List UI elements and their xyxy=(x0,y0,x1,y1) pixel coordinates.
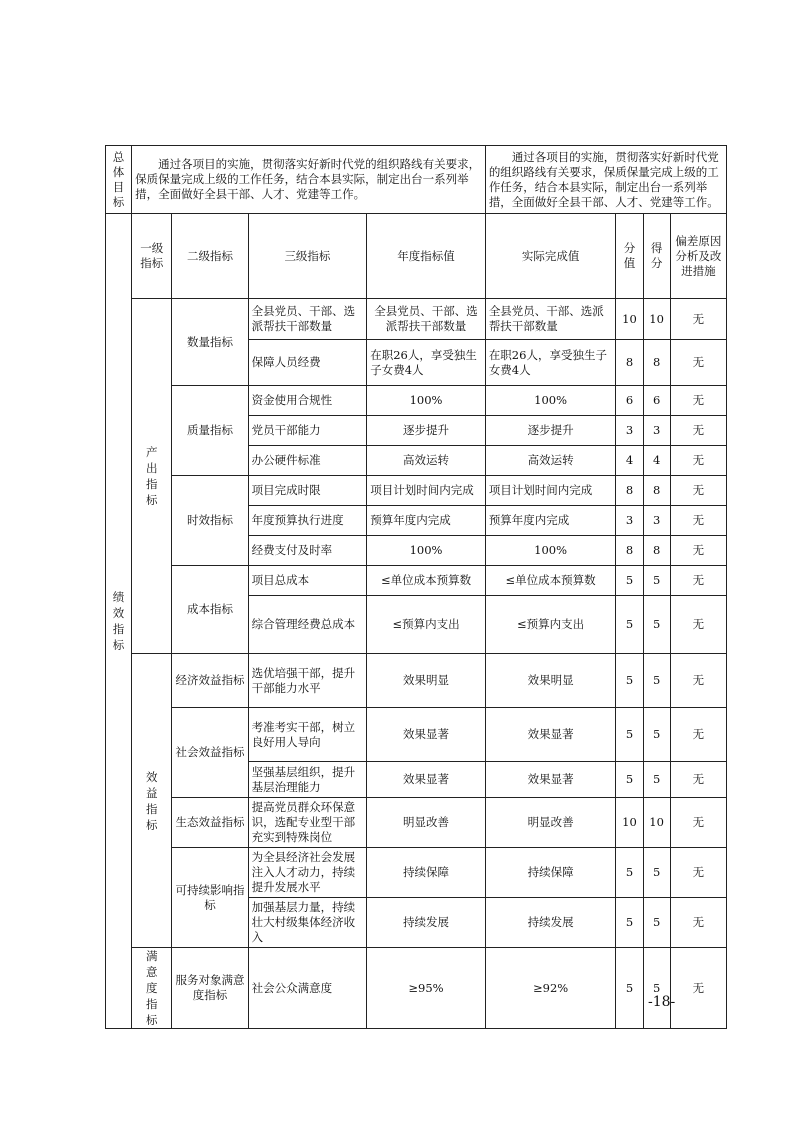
subgroup-economic: 经济效益指标 xyxy=(172,654,248,708)
perf-label: 绩效指标 xyxy=(106,214,132,1029)
row-name-cell: 坚强基层组织，提升基层治理能力 xyxy=(248,762,367,798)
row-reason-cell: 无 xyxy=(670,898,726,948)
row-score-cell: 6 xyxy=(616,386,643,416)
row-got-cell: 5 xyxy=(643,596,670,654)
row-reason-cell: 无 xyxy=(670,340,726,386)
row-target-cell: 持续发展 xyxy=(367,898,486,948)
row-name-cell: 办公硬件标准 xyxy=(248,446,367,476)
row-actual-cell: 在职26人，享受独生子女费4人 xyxy=(485,340,616,386)
row-got-cell: 5 xyxy=(643,948,670,1029)
row-target-cell: 在职26人，享受独生子女费4人 xyxy=(367,340,486,386)
row-target-cell: 100% xyxy=(367,536,486,566)
row-actual-cell: 持续保障 xyxy=(485,848,616,898)
row-target-cell: 100% xyxy=(367,386,486,416)
subgroup-cost: 成本指标 xyxy=(172,566,248,654)
row-name-cell: 考准考实干部，树立良好用人导向 xyxy=(248,708,367,762)
goal-planned: 通过各项目的实施，贯彻落实好新时代党的组织路线有关要求，保质保量完成上级的工作任务，结合本县实际，制定出台一系列举措，全面做好全县干部、人才、党建等工作。 xyxy=(132,146,486,214)
row-name-cell: 加强基层力量，持续壮大村级集体经济收入 xyxy=(248,898,367,948)
subgroup-service: 服务对象满意度指标 xyxy=(172,948,248,1029)
row-score-cell: 8 xyxy=(616,340,643,386)
row-reason-cell: 无 xyxy=(670,416,726,446)
row-reason-cell: 无 xyxy=(670,654,726,708)
header-score: 分值 xyxy=(616,214,643,299)
row-reason-cell: 无 xyxy=(670,708,726,762)
row-target-cell: 明显改善 xyxy=(367,798,486,848)
table-row xyxy=(106,654,727,708)
row-score-cell: 5 xyxy=(616,708,643,762)
row-reason-cell: 无 xyxy=(670,762,726,798)
row-got-cell: 5 xyxy=(643,566,670,596)
row-name-cell: 为全县经济社会发展注入人才动力，持续提升发展水平 xyxy=(248,848,367,898)
performance-table xyxy=(105,145,727,1029)
table-row xyxy=(106,848,727,898)
row-score-cell: 5 xyxy=(616,654,643,708)
row-actual-cell: 明显改善 xyxy=(485,798,616,848)
row-name-cell: 全县党员、干部、选派帮扶干部数量 xyxy=(248,299,367,340)
row-actual-cell: 效果明显 xyxy=(485,654,616,708)
row-name-cell: 提高党员群众环保意识，选配专业型干部充实到特殊岗位 xyxy=(248,798,367,848)
row-score-cell: 8 xyxy=(616,536,643,566)
goal-row xyxy=(106,146,727,214)
row-actual-cell: 高效运转 xyxy=(485,446,616,476)
row-target-cell: 效果显著 xyxy=(367,708,486,762)
table-row xyxy=(106,948,727,1029)
row-actual-cell: ≤单位成本预算数 xyxy=(485,566,616,596)
row-score-cell: 3 xyxy=(616,416,643,446)
row-name-cell: 选优培强干部，提升干部能力水平 xyxy=(248,654,367,708)
header-got: 得分 xyxy=(643,214,670,299)
row-actual-cell: 预算年度内完成 xyxy=(485,506,616,536)
header-target: 年度指标值 xyxy=(367,214,486,299)
row-score-cell: 10 xyxy=(616,798,643,848)
subgroup-quality: 质量指标 xyxy=(172,386,248,476)
row-got-cell: 8 xyxy=(643,340,670,386)
row-got-cell: 5 xyxy=(643,848,670,898)
subgroup-quantity: 数量指标 xyxy=(172,299,248,386)
group-benefit: 效益指标 xyxy=(132,654,172,948)
header-row xyxy=(106,214,727,299)
group-satisfaction: 满意度指标 xyxy=(132,948,172,1029)
table-row xyxy=(106,476,727,506)
row-reason-cell: 无 xyxy=(670,446,726,476)
row-target-cell: 逐步提升 xyxy=(367,416,486,446)
row-reason-cell: 无 xyxy=(670,596,726,654)
row-target-cell: ≤预算内支出 xyxy=(367,596,486,654)
row-got-cell: 8 xyxy=(643,476,670,506)
row-target-cell: 效果明显 xyxy=(367,654,486,708)
row-name-cell: 项目完成时限 xyxy=(248,476,367,506)
row-got-cell: 5 xyxy=(643,708,670,762)
header-level1: 一级指标 xyxy=(132,214,172,299)
row-target-cell: 项目计划时间内完成 xyxy=(367,476,486,506)
row-score-cell: 3 xyxy=(616,506,643,536)
row-target-cell: 全县党员、干部、选派帮扶干部数量 xyxy=(367,299,486,340)
row-actual-cell: 100% xyxy=(485,386,616,416)
goal-label: 总体目标 xyxy=(106,146,132,214)
row-actual-cell: 效果显著 xyxy=(485,762,616,798)
row-score-cell: 5 xyxy=(616,566,643,596)
row-target-cell: 持续保障 xyxy=(367,848,486,898)
header-level3: 三级指标 xyxy=(248,214,367,299)
row-got-cell: 3 xyxy=(643,506,670,536)
subgroup-sustainable: 可持续影响指标 xyxy=(172,848,248,948)
row-reason-cell: 无 xyxy=(670,948,726,1029)
table-row xyxy=(106,798,727,848)
row-score-cell: 5 xyxy=(616,898,643,948)
row-name-cell: 综合管理经费总成本 xyxy=(248,596,367,654)
row-name-cell: 保障人员经费 xyxy=(248,340,367,386)
row-reason-cell: 无 xyxy=(670,566,726,596)
table-row xyxy=(106,708,727,762)
row-target-cell: 效果显著 xyxy=(367,762,486,798)
table-row xyxy=(106,299,727,340)
row-target-cell: 预算年度内完成 xyxy=(367,506,486,536)
row-actual-cell: 100% xyxy=(485,536,616,566)
row-score-cell: 5 xyxy=(616,596,643,654)
subgroup-social: 社会效益指标 xyxy=(172,708,248,798)
header-actual: 实际完成值 xyxy=(485,214,616,299)
row-actual-cell: 全县党员、干部、选派帮扶干部数量 xyxy=(485,299,616,340)
subgroup-ecological: 生态效益指标 xyxy=(172,798,248,848)
row-target-cell: ≤单位成本预算数 xyxy=(367,566,486,596)
row-name-cell: 年度预算执行进度 xyxy=(248,506,367,536)
row-got-cell: 4 xyxy=(643,446,670,476)
row-reason-cell: 无 xyxy=(670,476,726,506)
row-name-cell: 党员干部能力 xyxy=(248,416,367,446)
row-got-cell: 10 xyxy=(643,299,670,340)
row-got-cell: 5 xyxy=(643,762,670,798)
header-reason: 偏差原因分析及改进措施 xyxy=(670,214,726,299)
row-reason-cell: 无 xyxy=(670,299,726,340)
row-got-cell: 6 xyxy=(643,386,670,416)
row-target-cell: ≥95% xyxy=(367,948,486,1029)
table-row xyxy=(106,566,727,596)
table-row xyxy=(106,386,727,416)
row-reason-cell: 无 xyxy=(670,536,726,566)
row-score-cell: 8 xyxy=(616,476,643,506)
row-got-cell: 5 xyxy=(643,654,670,708)
row-actual-cell: 效果显著 xyxy=(485,708,616,762)
row-name-cell: 资金使用合规性 xyxy=(248,386,367,416)
row-score-cell: 5 xyxy=(616,762,643,798)
row-actual-cell: ≤预算内支出 xyxy=(485,596,616,654)
row-name-cell: 社会公众满意度 xyxy=(248,948,367,1029)
row-name-cell: 项目总成本 xyxy=(248,566,367,596)
header-level2: 二级指标 xyxy=(172,214,248,299)
row-reason-cell: 无 xyxy=(670,386,726,416)
row-score-cell: 4 xyxy=(616,446,643,476)
row-actual-cell: 项目计划时间内完成 xyxy=(485,476,616,506)
row-name-cell: 经费支付及时率 xyxy=(248,536,367,566)
subgroup-timeliness: 时效指标 xyxy=(172,476,248,566)
row-reason-cell: 无 xyxy=(670,798,726,848)
row-actual-cell: ≥92% xyxy=(485,948,616,1029)
page-number: -18- xyxy=(648,994,676,1010)
row-actual-cell: 持续发展 xyxy=(485,898,616,948)
row-got-cell: 3 xyxy=(643,416,670,446)
group-output: 产出指标 xyxy=(132,299,172,654)
row-score-cell: 10 xyxy=(616,299,643,340)
row-score-cell: 5 xyxy=(616,848,643,898)
row-reason-cell: 无 xyxy=(670,848,726,898)
row-got-cell: 10 xyxy=(643,798,670,848)
row-actual-cell: 逐步提升 xyxy=(485,416,616,446)
row-score-cell: 5 xyxy=(616,948,643,1029)
row-got-cell: 8 xyxy=(643,536,670,566)
row-target-cell: 高效运转 xyxy=(367,446,486,476)
row-got-cell: 5 xyxy=(643,898,670,948)
goal-actual: 通过各项目的实施，贯彻落实好新时代党的组织路线有关要求，保质保量完成上级的工作任务，结合本县实际，制定出台一系列举措，全面做好全县干部、人才、党建等工作。 xyxy=(485,146,726,214)
row-reason-cell: 无 xyxy=(670,506,726,536)
